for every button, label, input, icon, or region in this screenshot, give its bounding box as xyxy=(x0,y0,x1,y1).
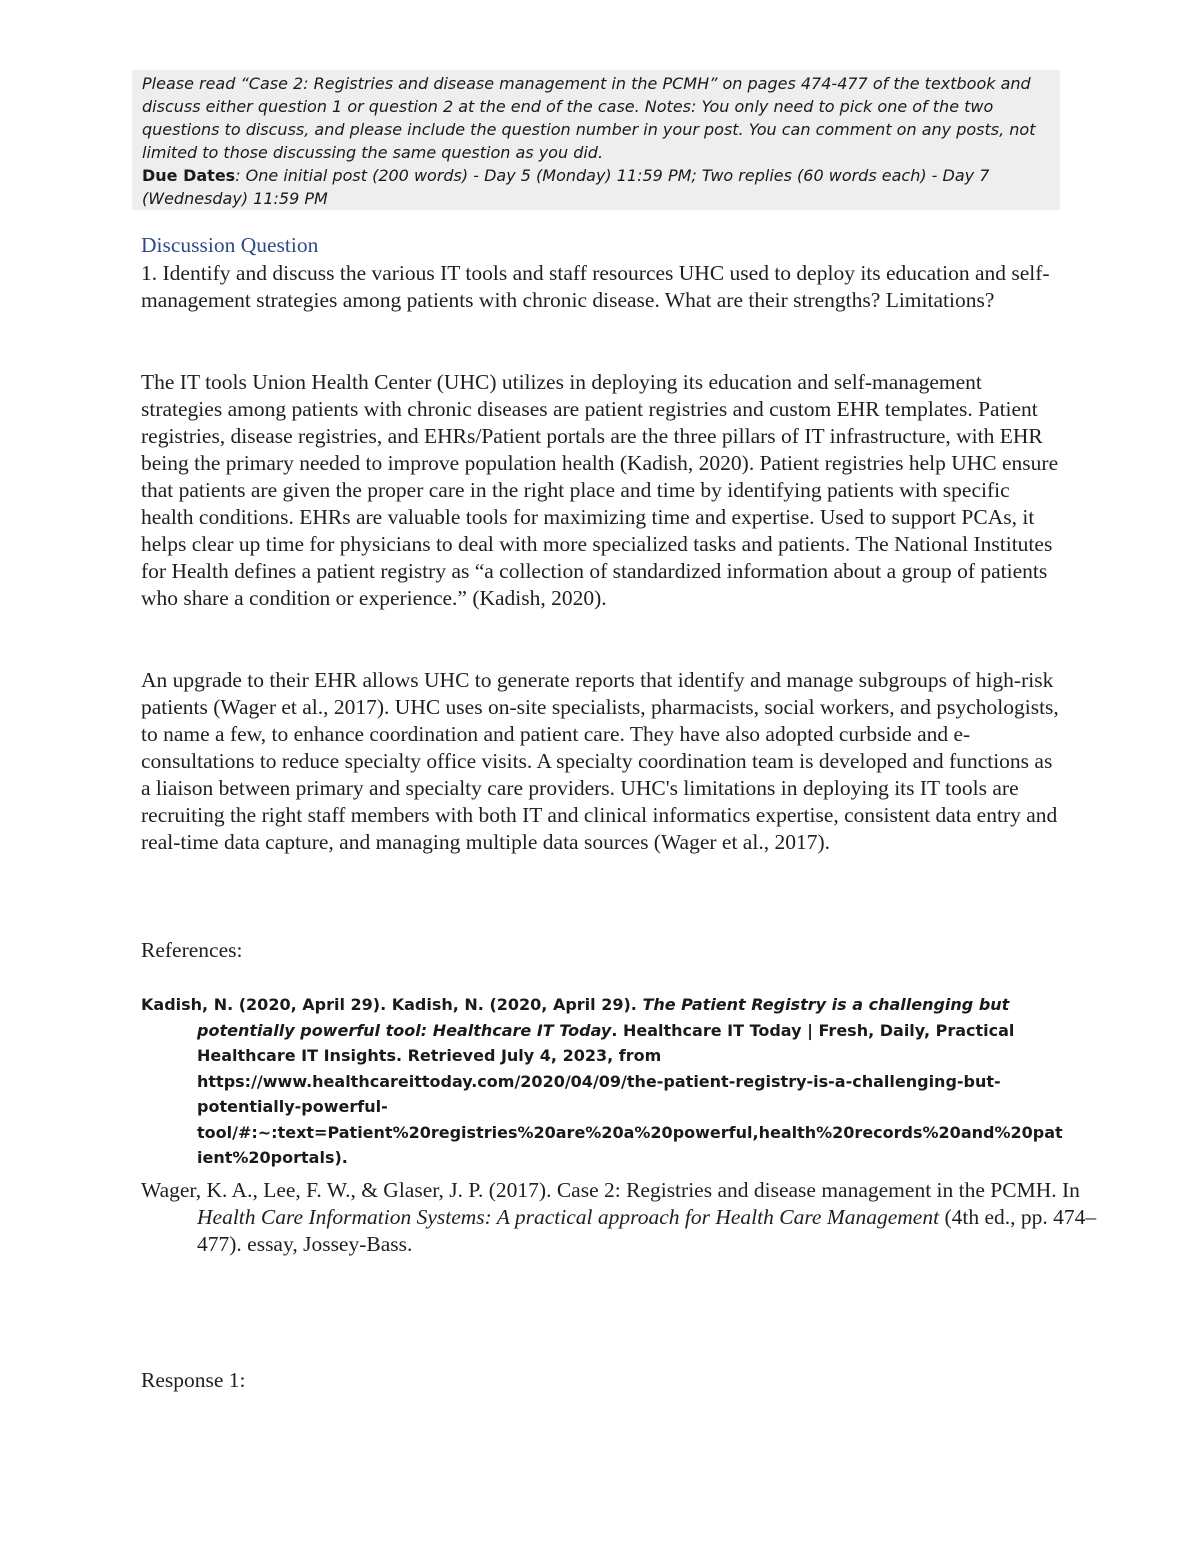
answer-paragraph-1: The IT tools Union Health Center (UHC) utilizes in deploying its education and self-management strategies among patients with chronic diseases are patient registries and custom EHR templates. Patient registries, disease registries, and EHRs/Patient portals are the three pillars of IT infrastructure, with EHR being the primary needed to improve population health (Kadish, 2020). Patient registries help UHC ensure that patients are given the proper care in the right place and time by identifying patients with specific health conditions. EHRs are valuable tools for maximizing time and expertise. Used to support PCAs, it helps clear up time for physicians to deal with more specialized tasks and patients. The National Institutes for Health defines a patient registry as “a collection of standardized information about a group of patients who share a condition or experience.” (Kadish, 2020). xyxy=(141,370,1059,610)
reference-wager-title: Health Care Information Systems: A practical approach for Health Care Management xyxy=(197,1205,940,1229)
prompt-text: Please read “Case 2: Registries and disease management in the PCMH” on pages 474-477 of the textbook and discuss either question 1 or question 2 at the end of the case. Notes: You only need to pick one of the two questions to discuss, and please include the question number in your post. You can comment on any posts, not limited to those discussing the same question as you did. xyxy=(142,74,1036,162)
references-heading: References: xyxy=(141,938,243,962)
reference-kadish-title: The Patient Registry is a challenging but potentially powerful tool: Healthcare IT Today xyxy=(197,995,1010,1040)
due-dates-label: Due Dates xyxy=(142,166,236,185)
reference-kadish xyxy=(141,992,1067,1171)
reference-wager-rest: (4th ed., pp. 474–477). essay, Jossey-Bass. xyxy=(197,1205,1097,1256)
reference-kadish-lead: Kadish, N. (2020, April 29). Kadish, N. (2020, April 29). xyxy=(141,995,643,1014)
response-1-heading: Response 1: xyxy=(141,1368,246,1392)
reference-kadish-rest: . Healthcare IT Today | Fresh, Daily, Practical Healthcare IT Insights. Retrieved July 4, 2023, from https://www.healthcareittoday.com/2020/04/09/the-patient-registry-is-a-challenging-but-potentially-powerful-tool/#:~:text=Patient%20registries%20are%20a%20powerful,health%20records%20and%20patient%20portals). xyxy=(197,1020,1063,1167)
discussion-question-text: 1. Identify and discuss the various IT tools and staff resources UHC used to deploy its education and self-management strategies among patients with chronic disease. What are their strengths? Limitations? xyxy=(141,261,1050,312)
due-dates-text: : One initial post (200 words) - Day 5 (Monday) 11:59 PM; Two replies (60 words each) - Day 7 (Wednesday) 11:59 PM xyxy=(142,166,990,208)
reference-wager-lead: Wager, K. A., Lee, F. W., & Glaser, J. P. (2017). Case 2: Registries and disease management in the PCMH. In xyxy=(141,1178,1080,1202)
assignment-prompt-box xyxy=(132,70,1060,210)
answer-paragraph-2: An upgrade to their EHR allows UHC to generate reports that identify and manage subgroups of high-risk patients (Wager et al., 2017). UHC uses on-site specialists, pharmacists, social workers, and psychologists, to name a few, to enhance coordination and patient care. They have also adopted curbside and e-consultations to reduce specialty office visits. A specialty coordination team is developed and functions as a liaison between primary and specialty care providers. UHC's limitations in deploying its IT tools are recruiting the right staff members with both IT and clinical informatics expertise, consistent data entry and real-time data capture, and managing multiple data sources (Wager et al., 2017). xyxy=(141,668,1059,854)
reference-wager xyxy=(141,1177,1097,1258)
discussion-question-heading: Discussion Question xyxy=(141,233,319,257)
